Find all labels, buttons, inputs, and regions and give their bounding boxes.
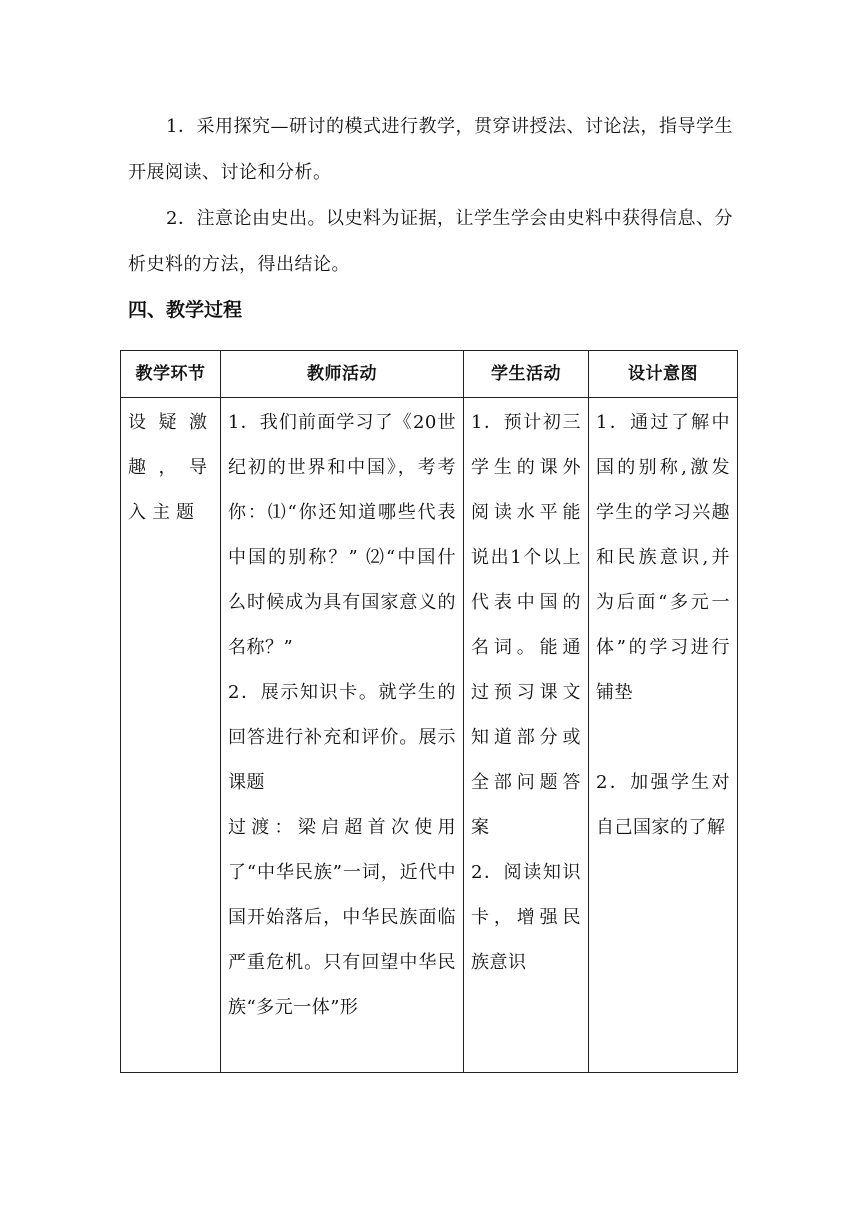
cell-stage (121, 398, 221, 1073)
header-student-activity: 学生活动 (464, 351, 589, 398)
header-stage: 教学环节 (121, 351, 221, 398)
teaching-process-table (120, 350, 738, 1073)
intent-item-2: 2．加强学生对自己国家的了解 (596, 772, 730, 838)
header-teacher-activity: 教师活动 (221, 351, 464, 398)
student-item-1: 1．预计初三学生的课外阅读水平能说出1个以上代表中国的名词。能通过预习课文知道部分或全部问题答案 (471, 412, 581, 838)
teacher-item-1: 1．我们前面学习了《20世纪初的世界和中国》，考考你：⑴“你还知道哪些代表中国的别称？” ⑵“中国什么时候成为具有国家意义的名称？” (228, 412, 456, 658)
cell-design-intent (589, 398, 738, 1073)
stage-text: 设疑激趣，导入主题 (128, 412, 213, 523)
cell-student-activity (464, 398, 589, 1073)
cell-teacher-activity (221, 398, 464, 1073)
section-heading: 四、教学过程 (128, 299, 243, 321)
teacher-transition: 过渡：梁启超首次使用了“中华民族”一词，近代中国开始落后，中华民族面临严重危机。只有回望中华民族“多元一体”形 (228, 817, 456, 1018)
table-row (121, 398, 738, 1073)
teacher-item-2: 2．展示知识卡。就学生的回答进行补充和评价。展示课题 (228, 682, 456, 793)
student-item-2: 2．阅读知识卡，增强民族意识 (471, 862, 581, 973)
intent-item-1: 1．通过了解中国的别称,激发学生的学习兴趣和民族意识,并为后面“多元一体”的学习进行铺垫 (596, 412, 730, 703)
intent-spacer (596, 715, 730, 760)
paragraph-method: 1．采用探究—研讨的模式进行教学，贯穿讲授法、讨论法，指导学生开展阅读、讨论和分析。 (128, 116, 733, 183)
table-header-row (121, 351, 738, 398)
paragraph-evidence: 2．注意论由史出。以史料为证据，让学生学会由史料中获得信息、分析史料的方法，得出结论。 (128, 208, 733, 275)
header-design-intent: 设计意图 (589, 351, 738, 398)
